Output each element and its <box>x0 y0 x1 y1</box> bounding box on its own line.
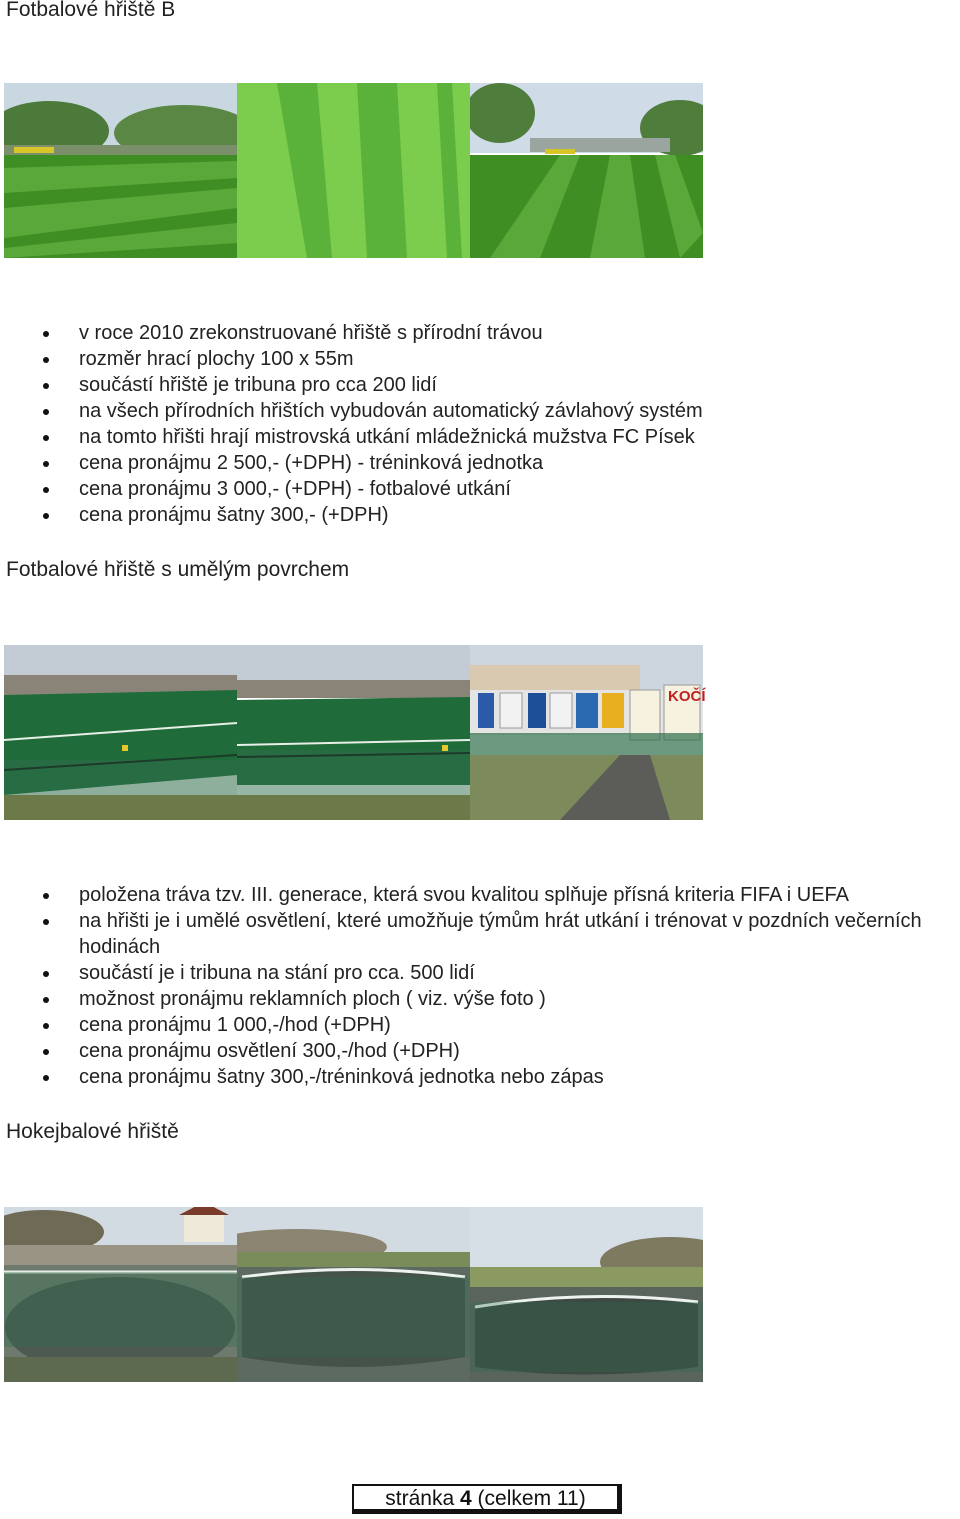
bullet-icon <box>43 513 49 519</box>
list-item: na hřišti je i umělé osvětlení, které umožňuje týmům hrát utkání i trénovat v pozdních večerních hodinách <box>0 908 960 960</box>
section-title-artificial-turf: Fotbalové hřiště s umělým povrchem <box>6 558 350 581</box>
list-item: součástí je i tribuna na stání pro cca. 500 lidí <box>0 960 960 986</box>
photo-hockeyball-rink-houses <box>4 1207 237 1382</box>
photo-row-artificial-turf <box>4 645 704 820</box>
photo-turf-ad-boards <box>470 645 703 820</box>
list-item: cena pronájmu 2 500,- (+DPH) - tréninková jednotka <box>0 450 960 476</box>
ad-board-label: KOČÍ <box>668 688 706 705</box>
photo-turf-field-left <box>4 645 237 820</box>
bullet-icon <box>43 487 49 493</box>
bullet-icon <box>43 971 49 977</box>
section-title-hockeyball: Hokejbalové hřiště <box>6 1120 179 1143</box>
feature-list-artificial-turf <box>0 882 960 1090</box>
bullet-icon <box>43 383 49 389</box>
photo-row-football-b <box>4 83 704 258</box>
page-total: (celkem 11) <box>477 1487 586 1510</box>
list-item: cena pronájmu šatny 300,-/tréninková jednotka nebo zápas <box>0 1064 960 1090</box>
feature-list-football-b <box>0 320 960 528</box>
bullet-icon <box>43 409 49 415</box>
bullet-icon <box>43 357 49 363</box>
bullet-icon <box>43 1049 49 1055</box>
bullet-icon <box>43 919 49 925</box>
bullet-icon <box>43 893 49 899</box>
list-item: v roce 2010 zrekonstruované hřiště s přírodní trávou <box>0 320 960 346</box>
list-item: na tomto hřišti hrají mistrovská utkání mládežnická mužstva FC Písek <box>0 424 960 450</box>
photo-turf-field-middle <box>237 645 470 820</box>
photo-grass-field-wide <box>4 83 237 258</box>
photo-grass-field-stadium <box>470 83 703 258</box>
photo-row-hockeyball <box>4 1207 704 1382</box>
page-number: 4 <box>460 1487 472 1510</box>
photo-hockeyball-rink-field <box>237 1207 470 1382</box>
list-item: na všech přírodních hřištích vybudován automatický závlahový systém <box>0 398 960 424</box>
bullet-icon <box>43 435 49 441</box>
bullet-icon <box>43 997 49 1003</box>
list-item: možnost pronájmu reklamních ploch ( viz. výše foto ) <box>0 986 960 1012</box>
page-number-box <box>352 1484 622 1514</box>
section-title-football-b: Fotbalové hřiště B <box>6 0 176 21</box>
list-item: součástí hřiště je tribuna pro cca 200 lidí <box>0 372 960 398</box>
bullet-icon <box>43 331 49 337</box>
bullet-icon <box>43 1023 49 1029</box>
list-item: cena pronájmu osvětlení 300,-/hod (+DPH) <box>0 1038 960 1064</box>
photo-hockeyball-rink-far <box>470 1207 703 1382</box>
page-prefix: stránka <box>385 1487 455 1510</box>
list-item: cena pronájmu 3 000,- (+DPH) - fotbalové utkání <box>0 476 960 502</box>
bullet-icon <box>43 461 49 467</box>
list-item: položena tráva tzv. III. generace, která svou kvalitou splňuje přísná kriteria FIFA i UEFA <box>0 882 960 908</box>
list-item: rozměr hrací plochy 100 x 55m <box>0 346 960 372</box>
list-item: cena pronájmu 1 000,-/hod (+DPH) <box>0 1012 960 1038</box>
bullet-icon <box>43 1075 49 1081</box>
photo-grass-stripes <box>237 83 470 258</box>
list-item: cena pronájmu šatny 300,- (+DPH) <box>0 502 960 528</box>
